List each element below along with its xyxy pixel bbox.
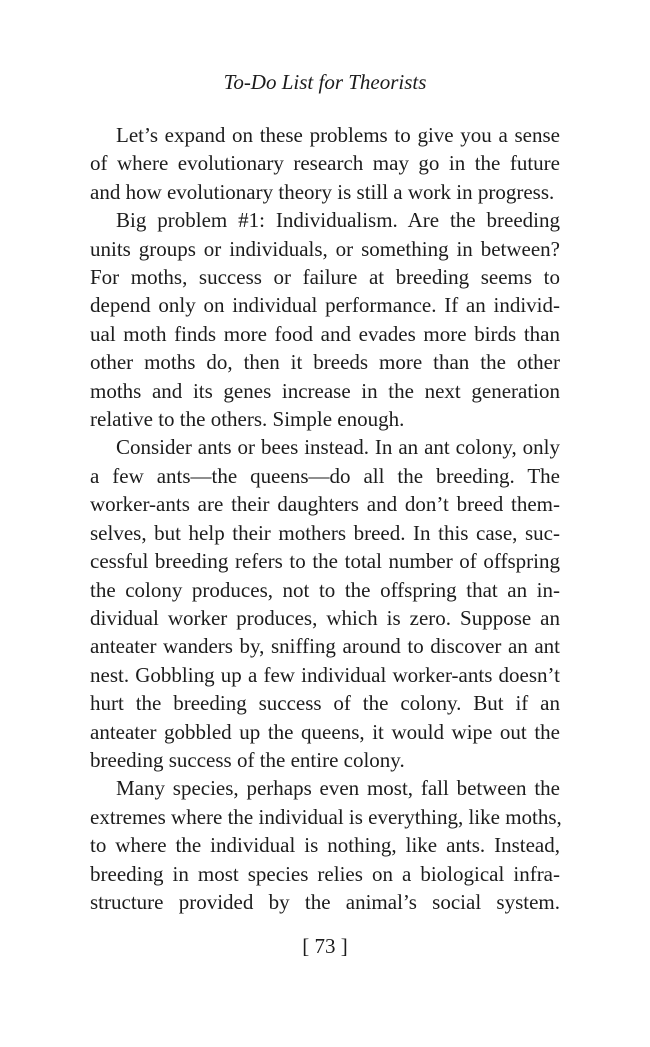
- text-line: relative to the others. Simple enough.: [90, 407, 405, 432]
- text-line: structure provided by the animal’s social system.: [90, 889, 560, 914]
- text-line: to where the individual is nothing, like ants. Instead,: [90, 833, 560, 858]
- text-line: Consider ants or bees instead. In an ant colony, only: [116, 435, 560, 460]
- text-line: ual moth finds more food and evades more birds than: [90, 321, 560, 346]
- page-number: [ 73 ]: [302, 934, 348, 958]
- text-line: the colony produces, not to the offspring that an in-: [90, 577, 560, 602]
- running-head: To-Do List for Theorists: [223, 70, 427, 94]
- text-line: a few ants—the queens—do all the breeding. The: [90, 463, 560, 488]
- text-line: of where evolutionary research may go in the future: [90, 151, 560, 176]
- text-line: For moths, success or failure at breeding seems to: [90, 265, 560, 290]
- text-line: anteater gobbled up the queens, it would wipe out the: [90, 719, 560, 744]
- text-line: Many species, perhaps even most, fall between the: [116, 776, 560, 801]
- text-line: Let’s expand on these problems to give you a sense: [116, 123, 560, 147]
- text-line: extremes where the individual is everything, like moths,: [90, 804, 562, 829]
- body-text: [90, 121, 560, 916]
- text-line: Big problem #1: Individualism. Are the breeding: [116, 208, 560, 233]
- text-line: selves, but help their mothers breed. In this case, suc-: [90, 520, 560, 545]
- text-line: breeding success of the entire colony.: [90, 747, 405, 772]
- text-line: moths and its genes increase in the next generation: [90, 378, 560, 403]
- text-line: anteater wanders by, sniffing around to discover an ant: [90, 634, 560, 659]
- text-line: and how evolutionary theory is still a work in progress.: [90, 179, 555, 204]
- text-line: dividual worker produces, which is zero. Suppose an: [90, 605, 560, 630]
- text-line: breeding in most species relies on a biological infra-: [90, 861, 560, 886]
- text-line: units groups or individuals, or something in between?: [90, 236, 560, 261]
- text-line: cessful breeding refers to the total number of offspring: [90, 549, 560, 574]
- text-line: worker-ants are their daughters and don’t breed them-: [90, 492, 560, 517]
- text-line: depend only on individual performance. If an individ-: [90, 293, 560, 318]
- text-line: hurt the breeding success of the colony. But if an: [90, 691, 560, 716]
- text-line: nest. Gobbling up a few individual worker-ants doesn’t: [90, 662, 560, 687]
- text-line: other moths do, then it breeds more than the other: [90, 350, 560, 375]
